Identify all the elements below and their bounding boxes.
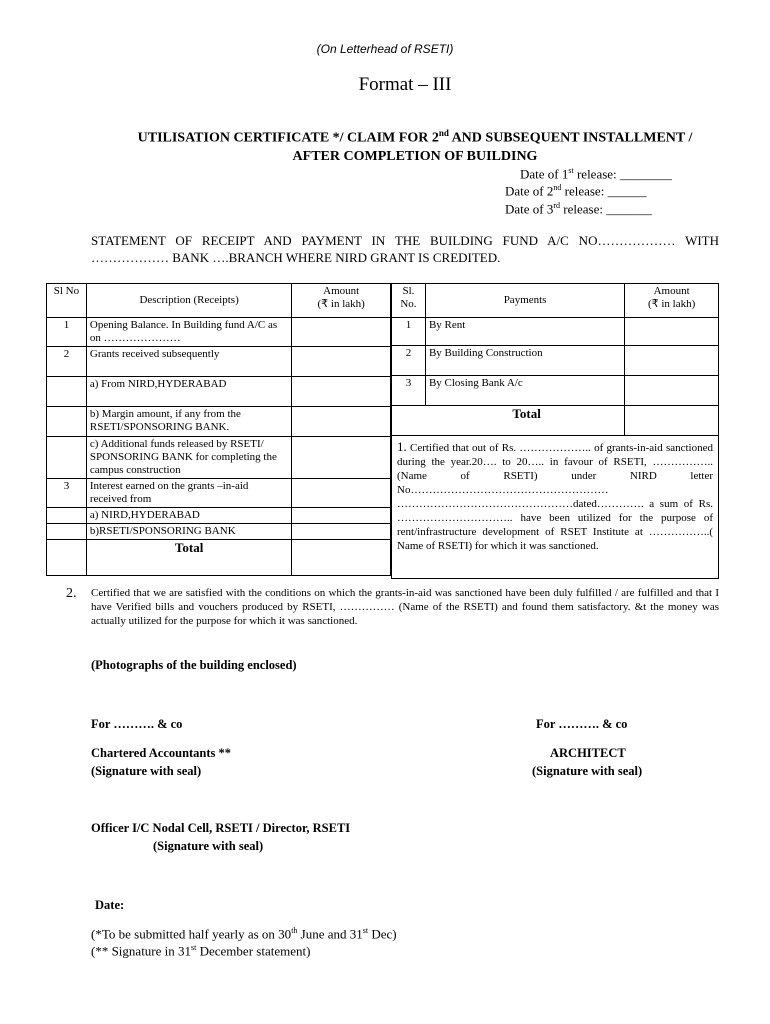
payments-total-row: Total bbox=[392, 406, 719, 436]
heading-line2: AFTER COMPLETION OF BUILDING bbox=[292, 148, 538, 164]
officer-signature-seal: (Signature with seal) bbox=[153, 839, 264, 853]
payments-table bbox=[391, 283, 719, 579]
footnote-1: (*To be submitted half yearly as on 30th June and 31st Dec) bbox=[91, 926, 397, 942]
amount-cell[interactable] bbox=[292, 524, 391, 540]
officer-title: Officer I/C Nodal Cell, RSETI / Director, RSETI bbox=[91, 821, 351, 835]
format-title: Format – III bbox=[358, 74, 452, 95]
receipts-col-sl: Sl No bbox=[47, 284, 87, 318]
payments-col-amount: Amount (₹ in lakh) bbox=[625, 284, 719, 318]
ca-for-line: For ………. & co bbox=[91, 717, 183, 731]
statement-text: STATEMENT OF RECEIPT AND PAYMENT IN THE BUILDING FUND A/C NO……………… WITH ……………… BANK ….BRANCH WHERE NIRD GRANT IS CREDITED. bbox=[91, 233, 719, 265]
table-row: b) Margin amount, if any from the RSETI/SPONSORING BANK. bbox=[47, 407, 391, 437]
table-row: 1 By Rent bbox=[392, 318, 719, 346]
receipts-col-desc: Description (Receipts) bbox=[86, 284, 291, 318]
amount-cell[interactable] bbox=[625, 318, 719, 346]
cert2-text: Certified that we are satisfied with the conditions on which the grants-in-aid was sanctioned have been duly fulfilled / are fulfilled and that I have Verified bills and vouchers produced by RSETI, …………… (Name of the RSETI) and found them satisfactory. &t the money was actually utilized for the purpose for which it was sanctioned. bbox=[91, 587, 719, 627]
release-date-3: Date of 3rd release: _______ bbox=[505, 201, 652, 217]
date-label: Date: bbox=[95, 898, 125, 912]
table-row: c) Additional funds released by RSETI/ SPONSORING BANK for completing the campus construction bbox=[47, 437, 391, 479]
table-row: 3 Interest earned on the grants –in-aid received from bbox=[47, 479, 391, 508]
architect-for-line: For ………. & co bbox=[536, 717, 628, 731]
amount-cell[interactable] bbox=[292, 508, 391, 524]
receipts-total-row: Total bbox=[47, 540, 391, 576]
amount-cell[interactable] bbox=[625, 346, 719, 376]
release-date-2: Date of 2nd release: ______ bbox=[505, 183, 647, 199]
total-amount-cell[interactable] bbox=[625, 406, 719, 436]
letterhead-note: (On Letterhead of RSETI) bbox=[316, 42, 454, 56]
total-amount-cell[interactable] bbox=[292, 540, 391, 576]
table-row: 2 Grants received subsequently bbox=[47, 347, 391, 377]
heading-line1a: UTILISATION CERTIFICATE */ CLAIM FOR 2 bbox=[137, 130, 439, 146]
cert2-number: 2. bbox=[66, 586, 77, 601]
document-heading bbox=[60, 124, 770, 166]
amount-cell[interactable] bbox=[292, 479, 391, 508]
table-row: 1 Opening Balance. In Building fund A/C as on ………………… bbox=[47, 318, 391, 347]
table-row: b)RSETI/SPONSORING BANK bbox=[47, 524, 391, 540]
ca-signature-seal: (Signature with seal) bbox=[91, 764, 202, 778]
table-row: a) NIRD,HYDERABAD bbox=[47, 508, 391, 524]
cert1-text: Certified that out of Rs. ……………….. of grants-in-aid sanctioned during the year.20…. to 20….. in favour of RSETI, ……………..(Name of RSETI) under NIRD letter No……………………………………………… …………………………………………dated…………. a sum of Rs. ………………………….. have been utilized for the purpose of rent/infrastructure development of RSET Institute at ……………..( Name of RSETI) for which it was sanctioned. bbox=[397, 442, 713, 552]
amount-cell[interactable] bbox=[292, 377, 391, 407]
ca-title: Chartered Accountants ** bbox=[91, 746, 232, 760]
heading-sup: nd bbox=[438, 128, 449, 138]
payments-col-desc: Payments bbox=[425, 284, 624, 318]
amount-cell[interactable] bbox=[292, 407, 391, 437]
payments-col-sl: Sl. No. bbox=[392, 284, 426, 318]
release-date-1: Date of 1st release: ________ bbox=[520, 166, 672, 182]
certificate-1-row bbox=[392, 436, 719, 579]
table-row: 3 By Closing Bank A/c bbox=[392, 376, 719, 406]
photographs-note: (Photographs of the building enclosed) bbox=[91, 658, 297, 672]
architect-title: ARCHITECT bbox=[550, 746, 626, 760]
footnote-2: (** Signature in 31st December statement) bbox=[91, 943, 311, 959]
table-row: a) From NIRD,HYDERABAD bbox=[47, 377, 391, 407]
architect-signature-seal: (Signature with seal) bbox=[532, 764, 643, 778]
receipts-table bbox=[46, 283, 391, 576]
table-row: 2 By Building Construction bbox=[392, 346, 719, 376]
amount-cell[interactable] bbox=[292, 347, 391, 377]
amount-cell[interactable] bbox=[292, 318, 391, 347]
cert1-number: 1. bbox=[397, 439, 407, 454]
receipts-col-amount: Amount (₹ in lakh) bbox=[292, 284, 391, 318]
amount-cell[interactable] bbox=[625, 376, 719, 406]
heading-line1b: AND SUBSEQUENT INSTALLMENT / bbox=[448, 130, 693, 146]
amount-cell[interactable] bbox=[292, 437, 391, 479]
